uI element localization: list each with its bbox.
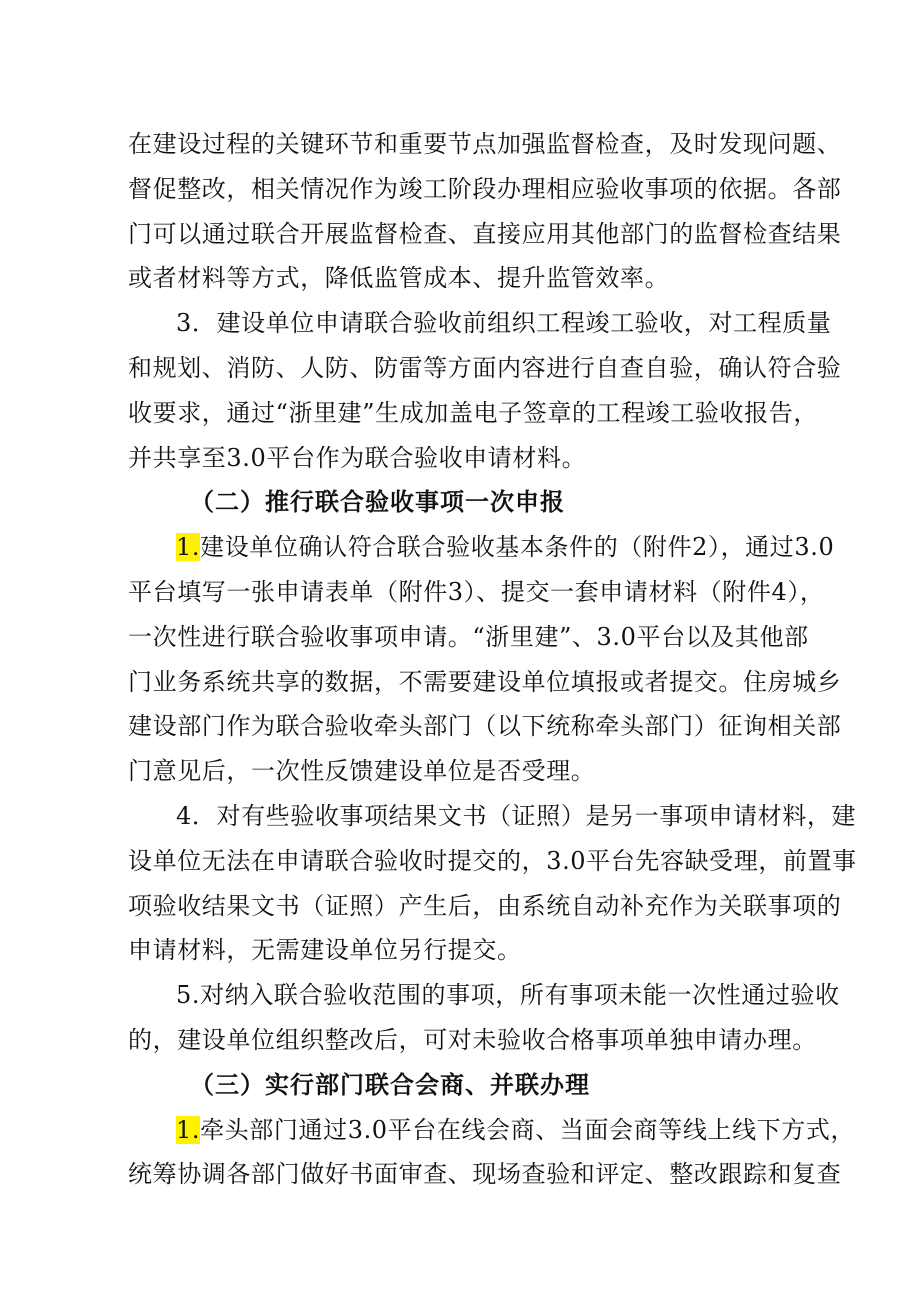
highlighted-number: 1. [176, 1115, 201, 1144]
paragraph-line: 申请材料，无需建设单位另行提交。 [128, 936, 522, 965]
paragraph-line: 的，建设单位组织整改后，可对未验收合格事项单独申请办理。 [128, 1025, 817, 1054]
paragraph-line: 门意见后，一次性反馈建设单位是否受理。 [128, 757, 596, 786]
paragraph-line: 建设部门作为联合验收牵头部门（以下统称牵头部门）征询相关部 [128, 712, 842, 741]
paragraph-line: 4．对有些验收事项结果文书（证照）是另一事项申请材料，建 [176, 801, 857, 830]
paragraph-line: 或者材料等方式，降低监管成本、提升监管效率。 [128, 264, 670, 293]
paragraph-line: 在建设过程的关键环节和重要节点加强监督检查，及时发现问题、 [128, 130, 842, 158]
paragraph-line: 设单位无法在申请联合验收时提交的，3.0平台先容缺受理，前置事 [128, 846, 857, 875]
highlighted-number: 1. [176, 533, 201, 562]
paragraph-line: 和规划、消防、人防、防雷等方面内容进行自查自验，确认符合验 [128, 353, 842, 382]
paragraph-line: 项验收结果文书（证照）产生后，由系统自动补充作为关联事项的 [128, 891, 842, 920]
paragraph-line: 平台填写一张申请表单（附件3）、提交一套申请材料（附件4）， [128, 577, 825, 606]
paragraph-line [128, 1108, 856, 1153]
paragraph-text: 牵头部门通过3.0平台在线会商、当面会商等线上线下方式， [200, 1115, 856, 1144]
paragraph-line: 一次性进行联合验收事项申请。“浙里建”、3.0平台以及其他部 [128, 622, 809, 651]
paragraph-line [128, 525, 835, 570]
paragraph-line: 5.对纳入联合验收范围的事项，所有事项未能一次性通过验收 [176, 981, 840, 1010]
paragraph-line: 门可以通过联合开展监督检查、直接应用其他部门的监督检查结果 [128, 219, 842, 248]
section-heading: （三）实行部门联合会商、并联办理 [190, 1070, 590, 1099]
paragraph-line: 收要求，通过“浙里建”生成加盖电子签章的工程竣工验收报告， [128, 398, 818, 427]
paragraph-line: 3．建设单位申请联合验收前组织工程竣工验收，对工程质量 [176, 309, 832, 338]
paragraph-line: 并共享至3.0平台作为联合验收申请材料。 [128, 443, 587, 472]
paragraph-line: 统筹协调各部门做好书面审查、现场查验和评定、整改跟踪和复查 [128, 1160, 842, 1189]
section-heading: （二）推行联合验收事项一次申报 [190, 488, 565, 517]
document-body [128, 122, 857, 1197]
paragraph-line: 门业务系统共享的数据，不需要建设单位填报或者提交。住房城乡 [128, 667, 842, 696]
paragraph-line: 督促整改，相关情况作为竣工阶段办理相应验收事项的依据。各部 [128, 174, 842, 203]
paragraph-text: 建设单位确认符合联合验收基本条件的（附件2），通过3.0 [200, 533, 835, 562]
